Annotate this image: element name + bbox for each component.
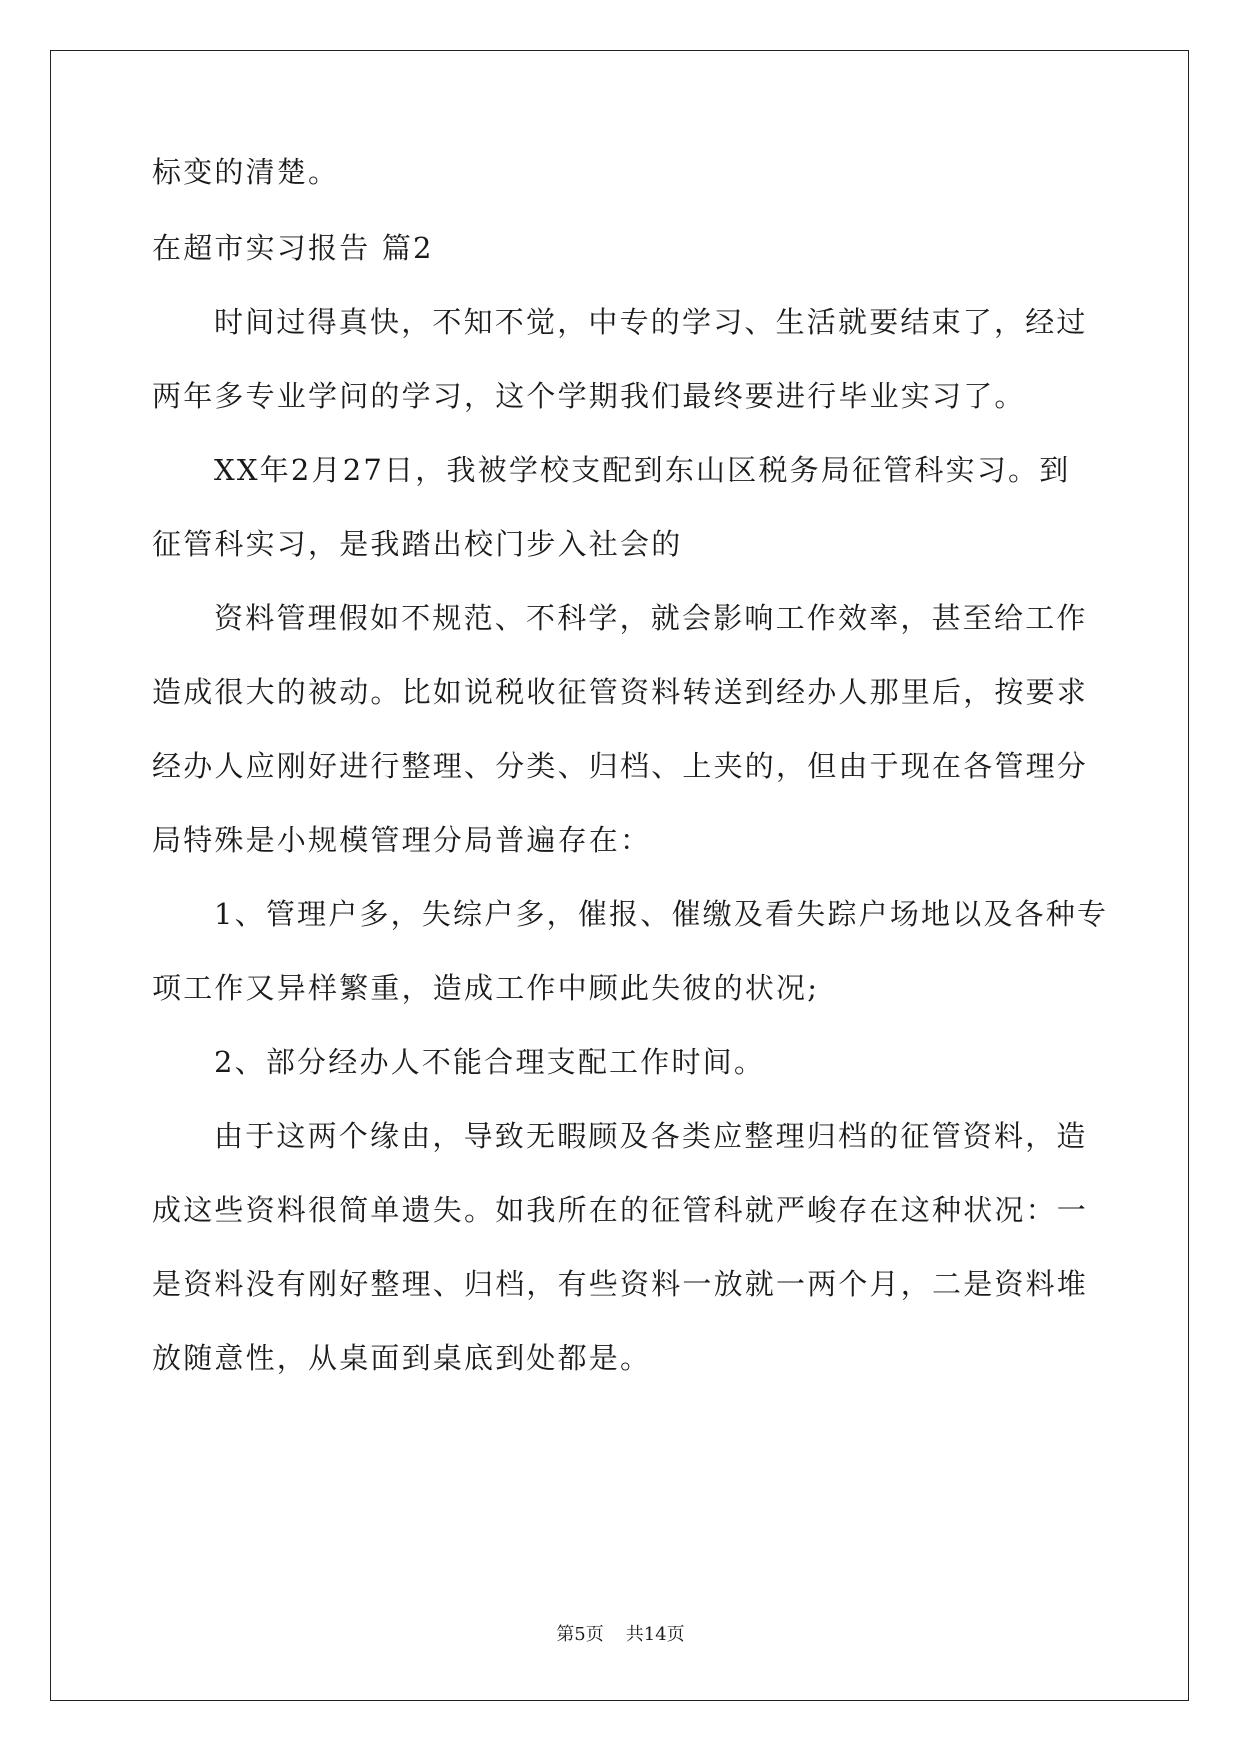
page-footer xyxy=(0,1623,1241,1647)
text-line: 是资料没有刚好整理、归档，有些资料一放就一两个月，二是资料堆 xyxy=(152,1267,1089,1301)
text-line: 时间过得真快，不知不觉，中专的学习、生活就要结束了，经过 xyxy=(214,305,1088,339)
text-line: 资料管理假如不规范、不科学，就会影响工作效率，甚至给工作 xyxy=(214,601,1088,635)
text-line: 成这些资料很简单遗失。如我所在的征管科就严峻存在这种状况：一 xyxy=(152,1193,1089,1227)
text-line: 征管科实习，是我踏出校门步入社会的 xyxy=(152,527,683,561)
text-line: 放随意性，从桌面到桌底到处都是。 xyxy=(152,1341,652,1375)
text-line: 造成很大的被动。比如说税收征管资料转送到经办人那里后，按要求 xyxy=(152,675,1089,709)
text-line: 由于这两个缘由，导致无暇顾及各类应整理归档的征管资料，造 xyxy=(214,1119,1088,1153)
text-line: 标变的清楚。 xyxy=(152,155,340,189)
section-heading: 在超市实习报告 篇2 xyxy=(152,231,434,265)
text-line: 2、部分经办人不能合理支配工作时间。 xyxy=(214,1045,766,1079)
text-line: 经办人应刚好进行整理、分类、归档、上夹的，但由于现在各管理分 xyxy=(152,749,1089,783)
text-line: 项工作又异样繁重，造成工作中顾此失彼的状况; xyxy=(152,971,820,1005)
page-total: 共14页 xyxy=(625,1624,685,1645)
text-line: XX年2月27日，我被学校支配到东山区税务局征管科实习。到 xyxy=(214,453,1071,487)
text-line: 局特殊是小规模管理分局普遍存在： xyxy=(152,823,652,857)
text-line: 1、管理户多，失综户多，催报、催缴及看失踪户场地以及各种专 xyxy=(214,897,1109,931)
text-line: 两年多专业学问的学习，这个学期我们最终要进行毕业实习了。 xyxy=(152,379,1026,413)
page-border xyxy=(50,50,1189,1701)
page-number: 第5页 xyxy=(556,1624,604,1645)
